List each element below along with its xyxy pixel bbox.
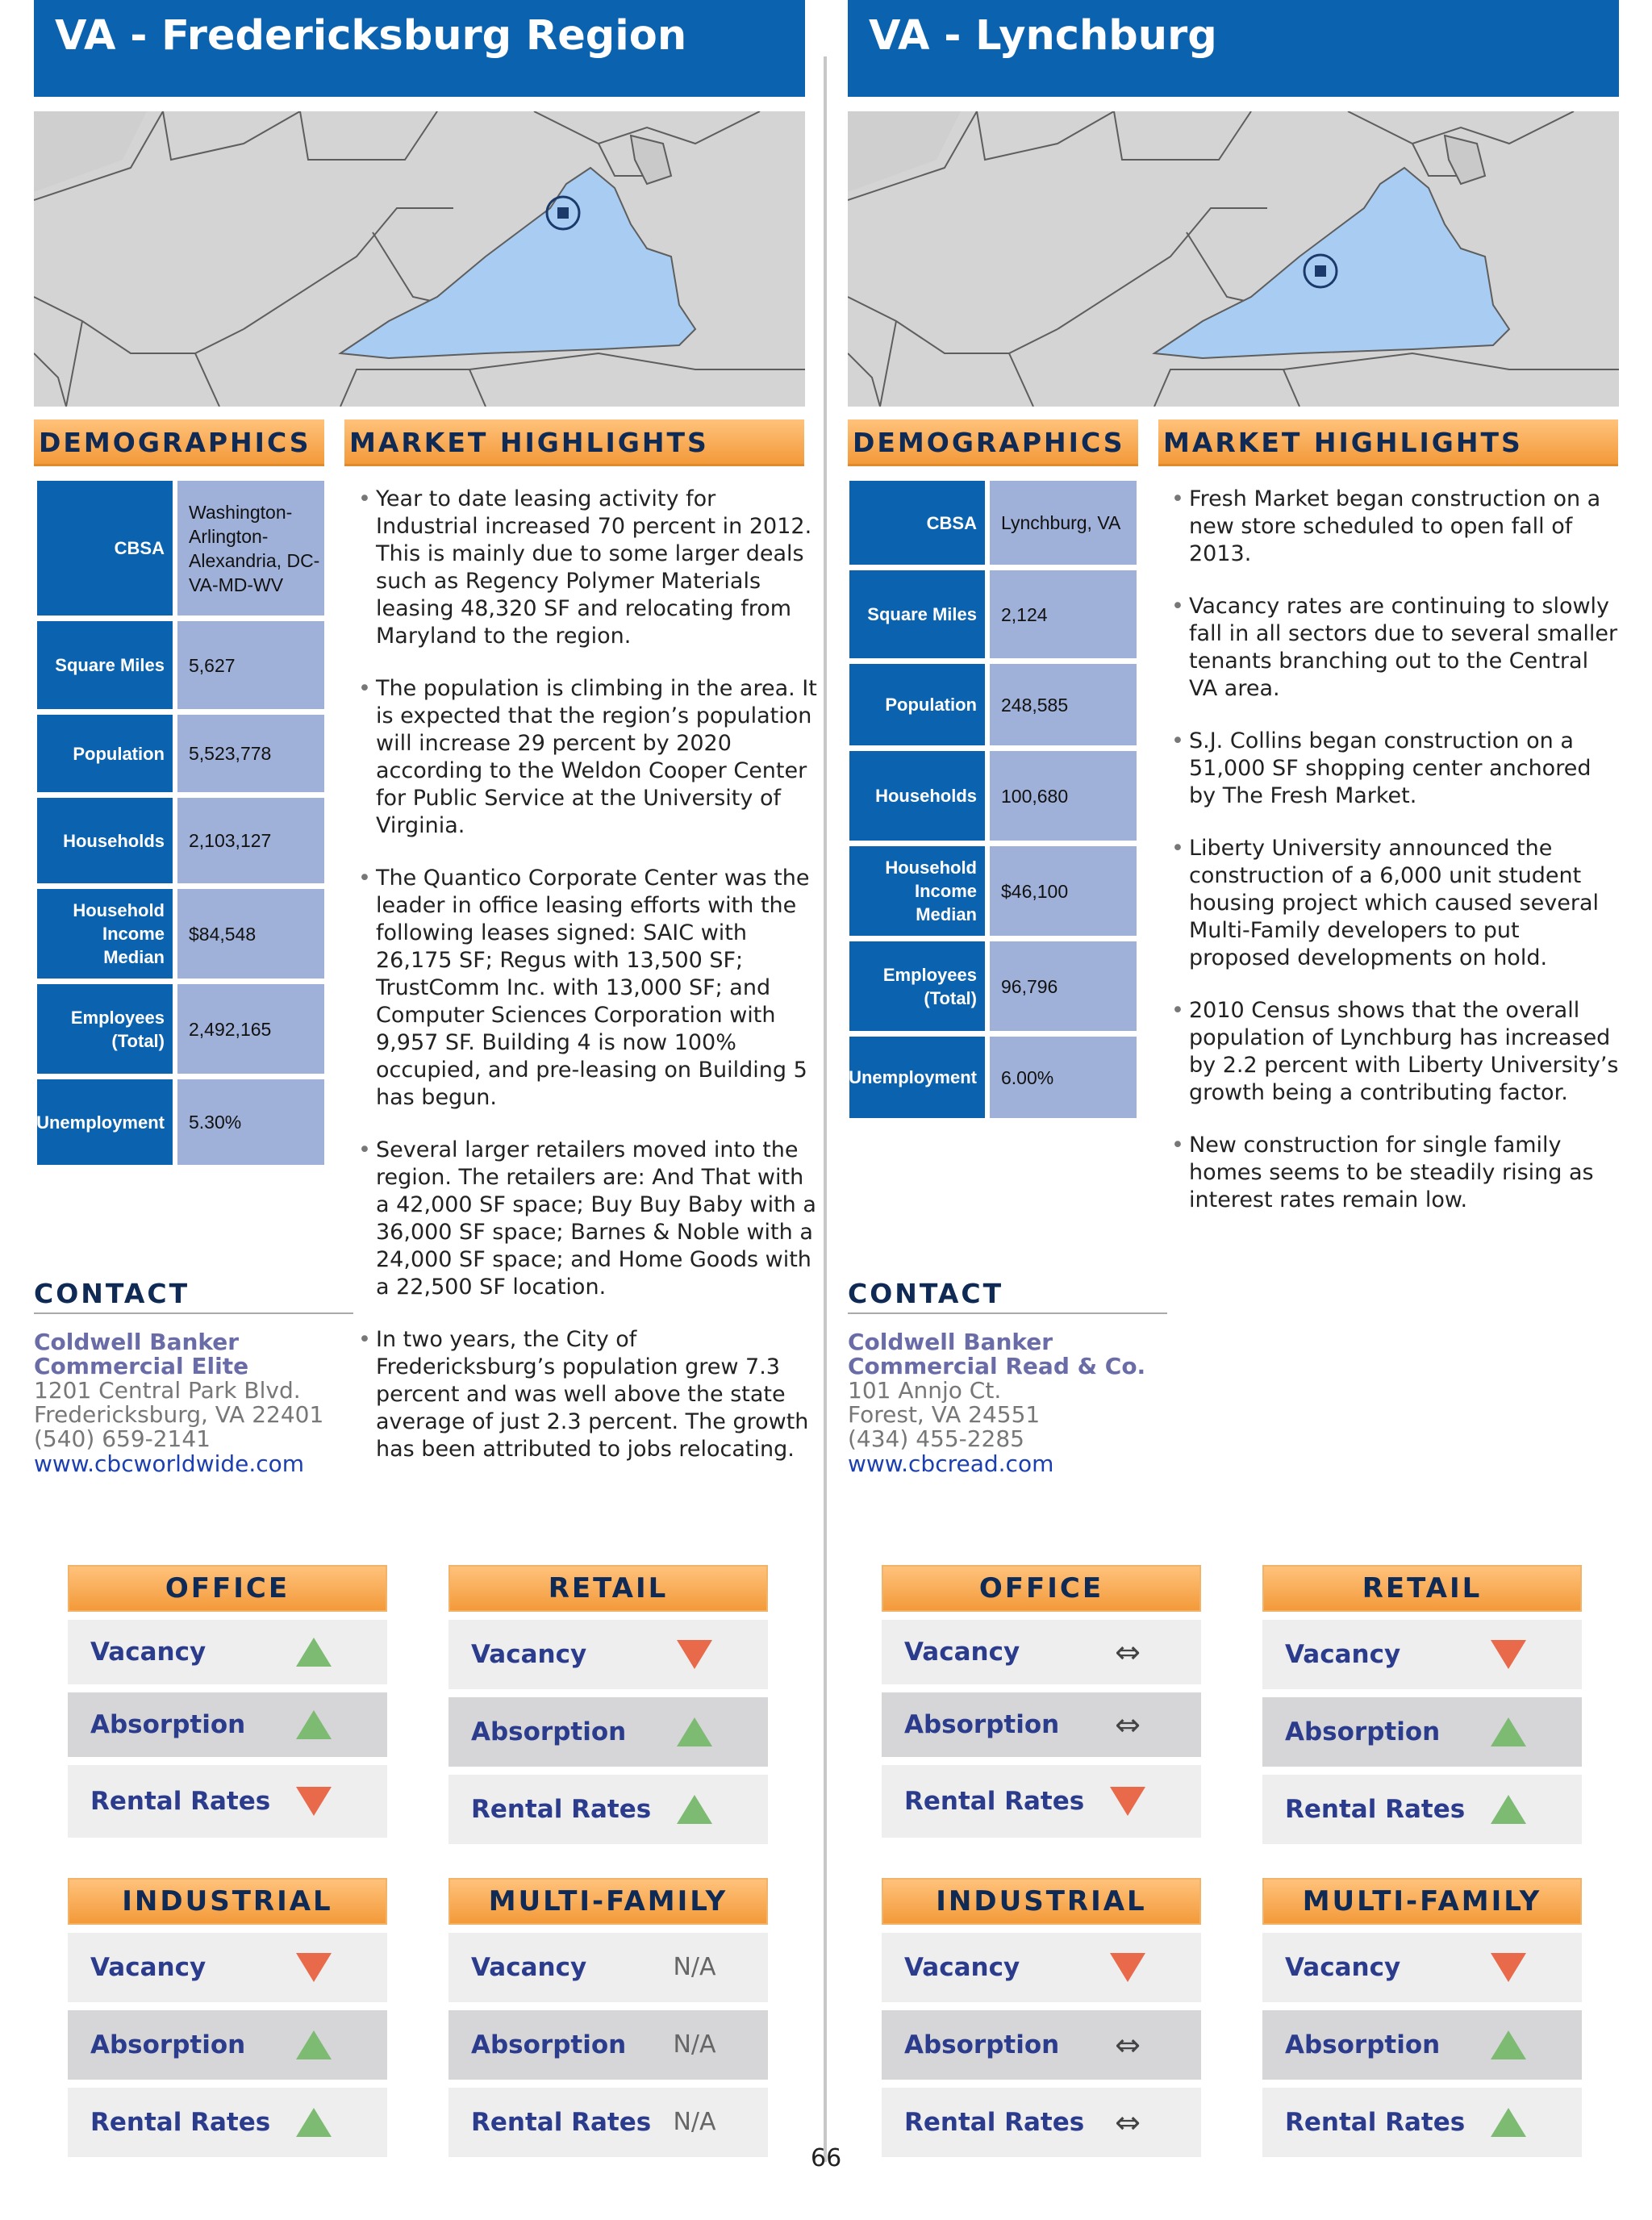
- trend-up-arrow-icon: [296, 2030, 332, 2059]
- sector-row-vacancy: Vacancy: [1262, 1933, 1582, 2002]
- demo-value: 5,627: [177, 621, 324, 709]
- demographics-table: [37, 481, 324, 1171]
- sector-row-rental-rates: Rental Rates: [1262, 1775, 1582, 1844]
- trend-indicator: [1490, 1716, 1527, 1748]
- sector-row-vacancy: Vacancy: [68, 1620, 387, 1684]
- sector-row-vacancy: Vacancy: [68, 1933, 387, 2002]
- sector-card-industrial: [68, 1878, 387, 2157]
- region-lynchburg: [848, 0, 1622, 2220]
- trend-indicator: [295, 1785, 332, 1817]
- sector-card-multi-family: [448, 1878, 768, 2157]
- demographics-heading: DEMOGRAPHICS: [848, 419, 1138, 466]
- demo-value: 6.00%: [990, 1037, 1137, 1118]
- contact-block: [34, 1278, 357, 1477]
- contact-heading: CONTACT: [34, 1278, 353, 1314]
- trend-indicator: [295, 1636, 332, 1668]
- sector-row-rental-rates: Rental Rates: [448, 1775, 768, 1844]
- trend-indicator: [676, 1638, 713, 1671]
- demo-value: 5,523,778: [177, 715, 324, 792]
- trend-up-arrow-icon: [1491, 1795, 1526, 1824]
- demo-label: Employees (Total): [37, 984, 173, 1074]
- demo-label: Square Miles: [37, 621, 173, 709]
- sector-heading: RETAIL: [448, 1565, 768, 1612]
- demo-label: Households: [37, 798, 173, 883]
- demo-row-household-income: [849, 846, 1137, 936]
- trend-indicator: [1490, 2029, 1527, 2061]
- contact-address-line1: 1201 Central Park Blvd.: [34, 1377, 301, 1404]
- sector-heading: INDUSTRIAL: [68, 1878, 387, 1925]
- contact-phone: (540) 659-2141: [34, 1425, 211, 1452]
- trend-down-arrow-icon: [1491, 1640, 1526, 1669]
- location-map: [848, 111, 1619, 407]
- contact-phone: (434) 455-2285: [848, 1425, 1024, 1452]
- demo-value: $84,548: [177, 889, 324, 979]
- demo-row-households: [37, 798, 324, 883]
- demo-row-population: [37, 715, 324, 792]
- trend-up-arrow-icon: [677, 1795, 712, 1824]
- demo-value: 96,796: [990, 941, 1137, 1031]
- trend-flat-arrow-icon: ⇔: [1115, 2027, 1141, 2063]
- demo-label: Household Income Median: [37, 889, 173, 979]
- demo-row-square-miles: [37, 621, 324, 709]
- sector-row-absorption: Absorption: [1262, 1697, 1582, 1767]
- demo-row-cbsa: [37, 481, 324, 616]
- trend-indicator: [676, 1793, 713, 1826]
- trend-indicator: [295, 2029, 332, 2061]
- region-title: VA - Lynchburg: [848, 0, 1619, 97]
- highlight-item: • Liberty University announced the construction of a 6,000 unit student housing project which caused several Multi-Family developers to put proposed developments on hold.: [1171, 835, 1623, 972]
- highlights-list: [358, 486, 818, 1488]
- contact-address-line2: Forest, VA 24551: [848, 1401, 1041, 1428]
- demo-row-employees: [37, 984, 324, 1074]
- sector-row-rental-rates: Rental Rates N/A: [448, 2088, 768, 2157]
- sector-row-rental-rates: Rental Rates: [882, 1765, 1201, 1838]
- highlight-item: • Vacancy rates are continuing to slowly fall in all sectors due to several smaller tenants branching out to the Central VA area.: [1171, 593, 1623, 703]
- demo-value: 2,124: [990, 570, 1137, 658]
- sector-card-retail: [448, 1565, 768, 1844]
- trend-flat-arrow-icon: ⇔: [1115, 2105, 1141, 2140]
- market-highlights-heading: MARKET HIGHLIGHTS: [344, 419, 804, 466]
- sector-row-absorption: Absorption N/A: [448, 2010, 768, 2080]
- sector-heading: MULTI-FAMILY: [1262, 1878, 1582, 1925]
- trend-down-arrow-icon: [296, 1953, 332, 1982]
- trend-indicator: [295, 2106, 332, 2139]
- trend-indicator: [1109, 1636, 1146, 1668]
- trend-na-text: N/A: [673, 2108, 716, 2136]
- demo-value: Lynchburg, VA: [990, 481, 1137, 565]
- highlights-list: [1171, 486, 1623, 1239]
- demographics-heading: DEMOGRAPHICS: [34, 419, 324, 466]
- demo-label: Unemployment: [37, 1079, 173, 1165]
- trend-indicator: [295, 1951, 332, 1984]
- demo-row-population: [849, 664, 1137, 745]
- demo-label: Population: [849, 664, 985, 745]
- market-highlights-heading: MARKET HIGHLIGHTS: [1158, 419, 1618, 466]
- demographics-table: [849, 481, 1137, 1124]
- demo-row-unemployment: [849, 1037, 1137, 1118]
- demo-row-cbsa: [849, 481, 1137, 565]
- demo-label: Household Income Median: [849, 846, 985, 936]
- location-map: [34, 111, 805, 407]
- demo-label: Employees (Total): [849, 941, 985, 1031]
- sector-row-absorption: Absorption: [68, 2010, 387, 2080]
- sector-row-absorption: Absorption: [448, 1697, 768, 1767]
- sector-card-industrial: [882, 1878, 1201, 2157]
- sector-heading: INDUSTRIAL: [882, 1878, 1201, 1925]
- trend-indicator: [1109, 1951, 1146, 1984]
- contact-website-link[interactable]: www.cbcread.com: [848, 1450, 1054, 1477]
- sector-row-rental-rates: Rental Rates: [68, 1765, 387, 1838]
- contact-company: Coldwell Banker Commercial Read & Co.: [848, 1329, 1146, 1379]
- demo-label: Square Miles: [849, 570, 985, 658]
- trend-indicator: [1490, 1638, 1527, 1671]
- demo-label: CBSA: [37, 481, 173, 616]
- contact-address-line2: Fredericksburg, VA 22401: [34, 1401, 324, 1428]
- sector-row-vacancy: Vacancy: [448, 1620, 768, 1689]
- sector-heading: RETAIL: [1262, 1565, 1582, 1612]
- trend-indicator: [295, 1709, 332, 1741]
- region-fredericksburg: [34, 0, 817, 2220]
- page-number: 66: [811, 2144, 842, 2172]
- demo-label: CBSA: [849, 481, 985, 565]
- demo-row-unemployment: [37, 1079, 324, 1165]
- sector-heading: OFFICE: [882, 1565, 1201, 1612]
- trend-indicator: [1490, 2106, 1527, 2139]
- contact-block: [848, 1278, 1170, 1477]
- trend-indicator: [673, 2029, 716, 2061]
- demo-row-household-income: [37, 889, 324, 979]
- trend-flat-arrow-icon: ⇔: [1115, 1707, 1141, 1742]
- contact-heading: CONTACT: [848, 1278, 1167, 1314]
- trend-up-arrow-icon: [296, 1710, 332, 1739]
- highlight-item: • In two years, the City of Fredericksburg’s population grew 7.3 percent and was well above the state average of just 2.3 percent. The growth has been attributed to jobs relocating.: [358, 1326, 818, 1463]
- sector-heading: MULTI-FAMILY: [448, 1878, 768, 1925]
- demo-label: Unemployment: [849, 1037, 985, 1118]
- trend-indicator: [1109, 1709, 1146, 1741]
- trend-indicator: [676, 1716, 713, 1748]
- trend-na-text: N/A: [673, 2030, 716, 2059]
- demo-value: 100,680: [990, 751, 1137, 841]
- sector-card-office: [882, 1565, 1201, 1838]
- trend-indicator: [673, 2106, 716, 2139]
- sector-row-rental-rates: Rental Rates ⇔: [882, 2088, 1201, 2157]
- highlight-item: • 2010 Census shows that the overall population of Lynchburg has increased by 2.2 percent with Liberty University’s growth being a contributing factor.: [1171, 997, 1623, 1107]
- highlight-item: • The Quantico Corporate Center was the leader in office leasing efforts with the following leases signed: SAIC with 26,175 SF; Regus with 13,500 SF; TrustComm Inc. with 13,000 SF; and Computer Sciences Corporation with 9,957 SF. Building 4 is now 100% occupied, and pre-leasing on Building 5 has begun.: [358, 865, 818, 1112]
- contact-address-line1: 101 Annjo Ct.: [848, 1377, 1002, 1404]
- sector-row-vacancy: Vacancy: [882, 1933, 1201, 2002]
- sector-card-retail: [1262, 1565, 1582, 1844]
- trend-indicator: [1490, 1793, 1527, 1826]
- demo-value: 248,585: [990, 664, 1137, 745]
- trend-flat-arrow-icon: ⇔: [1115, 1634, 1141, 1670]
- trend-na-text: N/A: [673, 1953, 716, 1981]
- trend-indicator: [673, 1951, 716, 1984]
- demo-value: 5.30%: [177, 1079, 324, 1165]
- trend-down-arrow-icon: [1110, 1787, 1145, 1816]
- sector-row-absorption: Absorption: [1262, 2010, 1582, 2080]
- trend-down-arrow-icon: [677, 1640, 712, 1669]
- sector-row-rental-rates: Rental Rates: [1262, 2088, 1582, 2157]
- trend-indicator: [1109, 2029, 1146, 2061]
- sector-row-vacancy: Vacancy ⇔: [882, 1620, 1201, 1684]
- trend-up-arrow-icon: [1491, 1717, 1526, 1746]
- sector-card-office: [68, 1565, 387, 1838]
- demo-value: $46,100: [990, 846, 1137, 936]
- virginia-map-graphic: [848, 111, 1619, 407]
- highlight-item: • Fresh Market began construction on a new store scheduled to open fall of 2013.: [1171, 486, 1623, 568]
- trend-down-arrow-icon: [296, 1787, 332, 1816]
- demo-value: 2,492,165: [177, 984, 324, 1074]
- highlight-item: • S.J. Collins began construction on a 51,000 SF shopping center anchored by The Fresh Market.: [1171, 728, 1623, 810]
- sector-row-absorption: Absorption: [68, 1692, 387, 1757]
- contact-website-link[interactable]: www.cbcworldwide.com: [34, 1450, 305, 1477]
- highlight-item: • Several larger retailers moved into the region. The retailers are: And That with a 42,000 SF space; Buy Buy Baby with a 36,000 SF space; Barnes & Noble with a 24,000 SF space; and Home Goods with a 22,500 SF location.: [358, 1137, 818, 1301]
- trend-indicator: [1490, 1951, 1527, 1984]
- sector-row-rental-rates: Rental Rates: [68, 2088, 387, 2157]
- sector-heading: OFFICE: [68, 1565, 387, 1612]
- trend-up-arrow-icon: [296, 2108, 332, 2137]
- sector-row-vacancy: Vacancy N/A: [448, 1933, 768, 2002]
- demo-label: Population: [37, 715, 173, 792]
- sector-row-absorption: Absorption ⇔: [882, 1692, 1201, 1757]
- highlight-item: • New construction for single family homes seems to be steadily rising as interest rates remain low.: [1171, 1132, 1623, 1214]
- region-title: VA - Fredericksburg Region: [34, 0, 805, 97]
- trend-down-arrow-icon: [1491, 1953, 1526, 1982]
- contact-company: Coldwell Banker Commercial Elite: [34, 1329, 249, 1379]
- sector-row-vacancy: Vacancy: [1262, 1620, 1582, 1689]
- trend-up-arrow-icon: [1491, 2030, 1526, 2059]
- demo-value: Washington-Arlington-Alexandria, DC-VA-MD-WV: [177, 481, 324, 616]
- sector-row-absorption: Absorption ⇔: [882, 2010, 1201, 2080]
- column-divider: [824, 56, 827, 2162]
- virginia-map-graphic: [34, 111, 805, 407]
- trend-indicator: [1109, 1785, 1146, 1817]
- trend-up-arrow-icon: [296, 1638, 332, 1667]
- demo-row-employees: [849, 941, 1137, 1031]
- highlight-item: • The population is climbing in the area. It is expected that the region’s population will increase 29 percent by 2020 according to the Weldon Cooper Center for Public Service at the University of Virginia.: [358, 675, 818, 840]
- sector-card-multi-family: [1262, 1878, 1582, 2157]
- highlight-item: • Year to date leasing activity for Industrial increased 70 percent in 2012. This is mainly due to some larger deals such as Regency Polymer Materials leasing 48,320 SF and relocating from Maryland to the region.: [358, 486, 818, 650]
- demo-label: Households: [849, 751, 985, 841]
- demo-row-households: [849, 751, 1137, 841]
- demo-row-square-miles: [849, 570, 1137, 658]
- trend-up-arrow-icon: [677, 1717, 712, 1746]
- demo-value: 2,103,127: [177, 798, 324, 883]
- trend-up-arrow-icon: [1491, 2108, 1526, 2137]
- trend-down-arrow-icon: [1110, 1953, 1145, 1982]
- trend-indicator: [1109, 2106, 1146, 2139]
